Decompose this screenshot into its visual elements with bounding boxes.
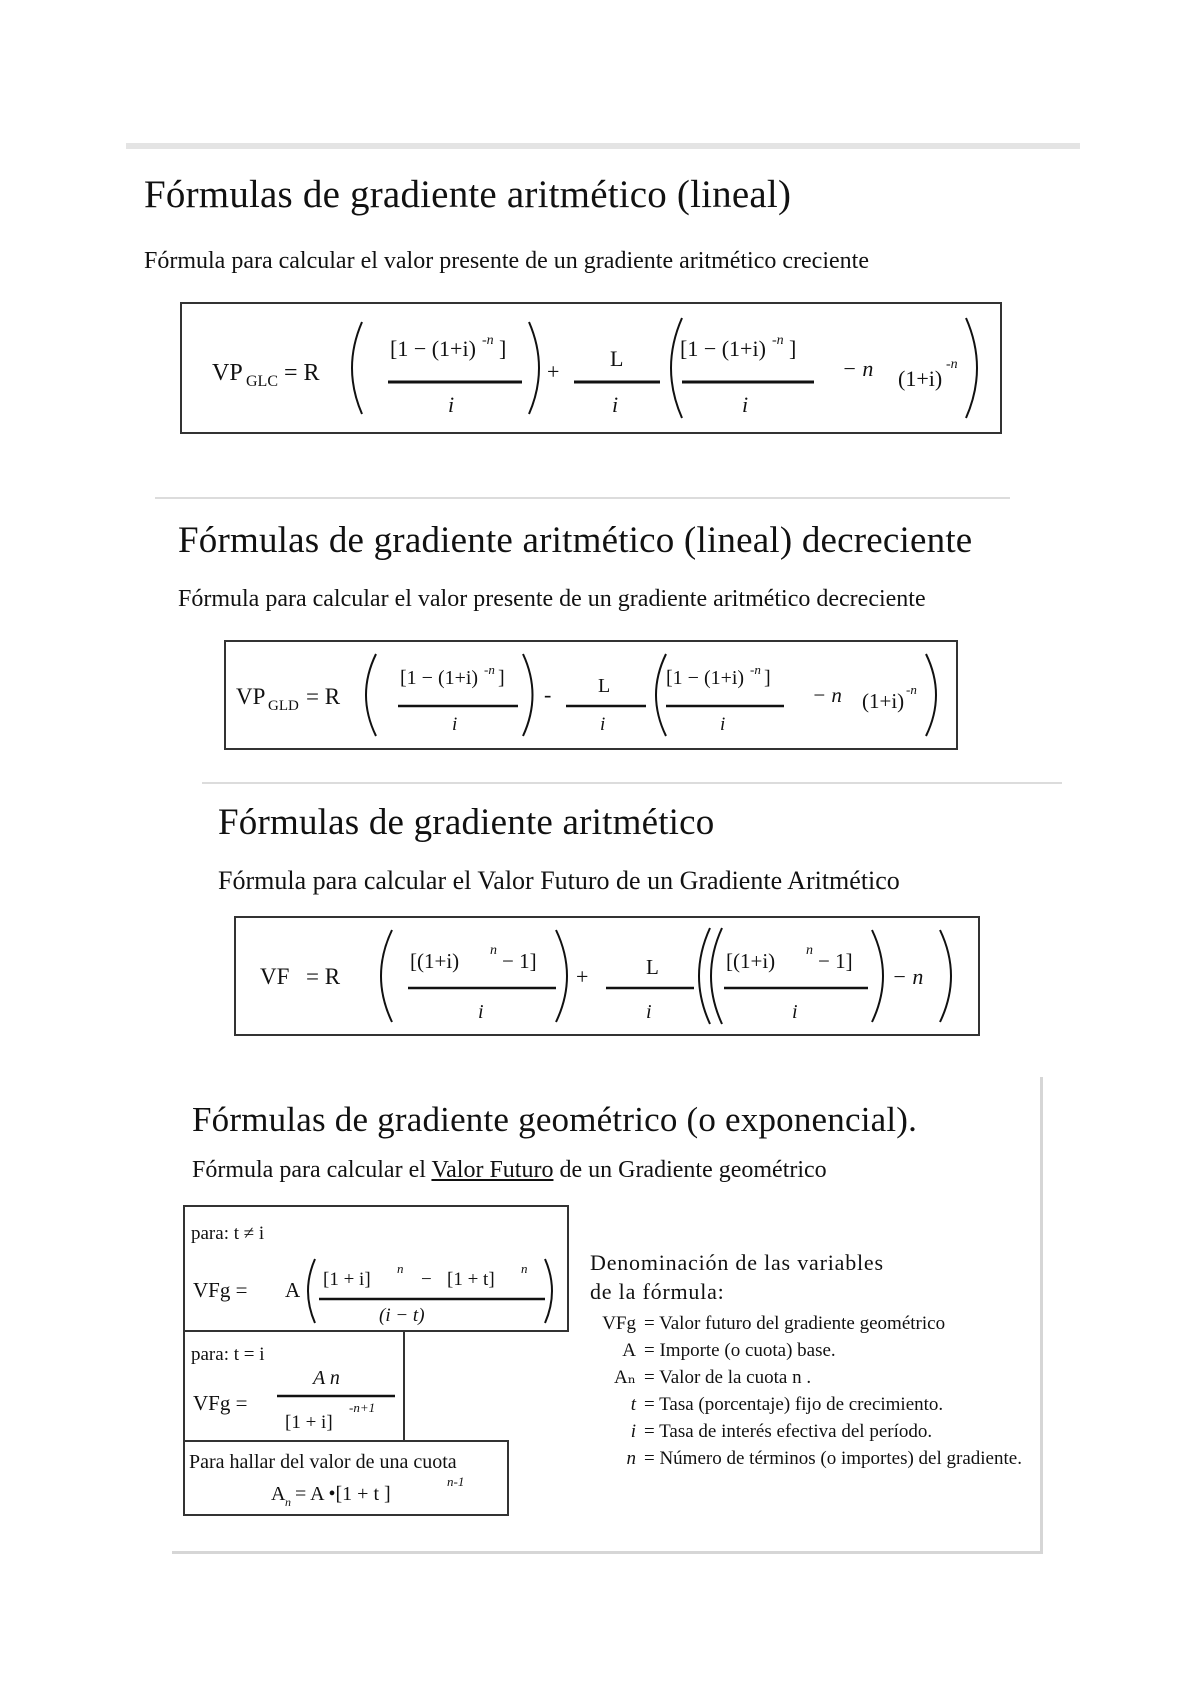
svg-text:n: n xyxy=(806,943,813,958)
variable-definition: = Valor de la cuota n . xyxy=(644,1367,812,1388)
svg-text:i: i xyxy=(612,392,619,417)
variable-row xyxy=(592,1364,1032,1391)
lhs-vp: VP xyxy=(212,360,243,386)
section-1-title: Fórmulas de gradiente aritmético (lineal) xyxy=(144,173,792,216)
paren-right xyxy=(529,322,539,414)
svg-text:(i − t): (i − t) xyxy=(379,1305,425,1326)
svg-text:]: ] xyxy=(789,336,797,361)
variable-row xyxy=(592,1310,1032,1337)
svg-text:[1 + t]: [1 + t] xyxy=(447,1269,495,1290)
svg-text:(1+i): (1+i) xyxy=(862,689,905,713)
variable-definition: = Tasa de interés efectiva del período. xyxy=(644,1421,933,1442)
svg-text:[(1+i): [(1+i) xyxy=(410,949,460,973)
svg-text:[(1+i): [(1+i) xyxy=(726,949,776,973)
variable-definition: = Número de términos (o importes) del gradiente. xyxy=(644,1448,1022,1469)
svg-text:-: - xyxy=(544,682,552,707)
numerator: [1 − (1+i) xyxy=(390,336,476,361)
svg-text:i: i xyxy=(646,1001,652,1023)
svg-text:-n+1: -n+1 xyxy=(349,1400,376,1415)
svg-text:-n: -n xyxy=(484,662,495,677)
formula-vf xyxy=(234,916,980,1036)
svg-text:− n: − n xyxy=(812,683,842,707)
svg-text:para: t = i: para: t = i xyxy=(191,1344,265,1365)
svg-text:L: L xyxy=(598,675,611,697)
variable-symbol: n xyxy=(626,1448,636,1469)
variable-symbol: i xyxy=(630,1421,636,1442)
svg-text:i: i xyxy=(742,392,749,417)
svg-text:n: n xyxy=(397,1261,404,1276)
section-1-subtitle: Fórmula para calcular el valor presente de un gradiente aritmético creciente xyxy=(144,248,869,274)
svg-text:+: + xyxy=(547,359,560,384)
svg-text:L: L xyxy=(646,955,659,979)
svg-text:[1 + i]: [1 + i] xyxy=(323,1269,371,1290)
svg-text:Para hallar del valor de una c: Para hallar del valor de una cuota xyxy=(189,1451,457,1473)
svg-text:]: ] xyxy=(499,336,507,361)
variables-list xyxy=(592,1310,1032,1472)
valor-futuro-link[interactable]: Valor Futuro xyxy=(431,1157,554,1183)
variable-row xyxy=(592,1391,1032,1418)
formula-vp-glc xyxy=(180,302,1002,434)
svg-text:A: A xyxy=(271,1483,286,1505)
svg-text:VFg =: VFg = xyxy=(193,1391,248,1415)
top-divider xyxy=(126,143,1080,149)
variable-row xyxy=(592,1418,1032,1445)
section-3-subtitle: Fórmula para calcular el Valor Futuro de un Gradiente Aritmético xyxy=(218,866,900,895)
svg-text:− n: − n xyxy=(892,964,924,989)
svg-text:-n: -n xyxy=(946,357,958,372)
formula-vfg-t-eq-i xyxy=(183,1330,405,1442)
svg-text:[1 − (1+i): [1 − (1+i) xyxy=(666,667,745,689)
svg-text:i: i xyxy=(478,1001,484,1023)
svg-text:VFg =: VFg = xyxy=(193,1278,248,1302)
svg-text:VF: VF xyxy=(260,964,290,989)
svg-text:+: + xyxy=(576,964,589,989)
svg-text:-n: -n xyxy=(906,682,917,697)
section-2-title: Fórmulas de gradiente aritmético (lineal) decreciente xyxy=(178,520,973,561)
svg-text:= A •[1 + t ]: = A •[1 + t ] xyxy=(295,1483,391,1505)
svg-text:n: n xyxy=(285,1495,291,1509)
svg-text:L: L xyxy=(610,346,624,371)
svg-text:− 1]: − 1] xyxy=(818,949,853,973)
eq-r: = R xyxy=(284,360,320,386)
svg-text:i: i xyxy=(600,714,606,735)
svg-text:i: i xyxy=(720,714,726,735)
svg-text:n-1: n-1 xyxy=(447,1474,465,1489)
svg-text:-n: -n xyxy=(482,333,494,348)
svg-text:[1 − (1+i): [1 − (1+i) xyxy=(400,667,479,689)
variable-row xyxy=(592,1337,1032,1364)
variable-definition: = Tasa (porcentaje) fijo de crecimiento. xyxy=(644,1394,944,1415)
svg-text:]: ] xyxy=(764,667,771,689)
variable-definition: = Importe (o cuota) base. xyxy=(644,1340,836,1361)
svg-text:[1 − (1+i): [1 − (1+i) xyxy=(680,336,766,361)
divider-3 xyxy=(202,782,1062,784)
variable-symbol: A xyxy=(622,1340,636,1361)
section-4-subtitle: Fórmula para calcular el Valor Futuro de un Gradiente geométrico xyxy=(192,1157,827,1183)
svg-text:i: i xyxy=(448,392,455,417)
svg-text:i: i xyxy=(452,714,458,735)
svg-text:-n: -n xyxy=(750,662,761,677)
svg-text:− n: − n xyxy=(842,356,874,381)
svg-text:−: − xyxy=(421,1269,432,1290)
variable-symbol: VFg xyxy=(602,1313,636,1334)
svg-text:[1 + i]: [1 + i] xyxy=(285,1412,333,1433)
svg-text:-n: -n xyxy=(772,333,784,348)
section-2-subtitle: Fórmula para calcular el valor presente de un gradiente aritmético decreciente xyxy=(178,586,926,612)
svg-text:= R: = R xyxy=(306,684,341,709)
svg-text:i: i xyxy=(792,1001,798,1023)
divider-2 xyxy=(155,497,1010,499)
svg-text:A: A xyxy=(285,1278,301,1302)
svg-text:− 1]: − 1] xyxy=(502,949,537,973)
svg-text:GLD: GLD xyxy=(268,698,299,714)
svg-text:A n: A n xyxy=(313,1367,340,1389)
variable-symbol: Aₙ xyxy=(614,1367,636,1388)
svg-text:n: n xyxy=(490,943,497,958)
svg-text:(1+i): (1+i) xyxy=(898,366,943,391)
section-4-title: Fórmulas de gradiente geométrico (o exponencial). xyxy=(192,1100,918,1139)
formula-vfg-t-neq-i xyxy=(183,1205,569,1332)
variable-symbol: t xyxy=(630,1394,636,1415)
lhs-sub: GLC xyxy=(246,373,278,390)
section-3-title: Fórmulas de gradiente aritmético xyxy=(218,802,715,843)
paren-left xyxy=(352,322,362,414)
svg-text:]: ] xyxy=(498,667,505,689)
variables-heading: Denominación de las variables de la fórmula: xyxy=(590,1250,884,1304)
svg-text:n: n xyxy=(521,1261,528,1276)
svg-text:para: t ≠ i: para: t ≠ i xyxy=(191,1223,265,1244)
variable-row xyxy=(592,1445,1032,1472)
variable-definition: = Valor futuro del gradiente geométrico xyxy=(644,1313,946,1334)
formula-vp-gld xyxy=(224,640,958,750)
formula-cuota xyxy=(183,1440,509,1516)
svg-text:VP: VP xyxy=(236,684,266,709)
svg-text:= R: = R xyxy=(306,964,341,989)
